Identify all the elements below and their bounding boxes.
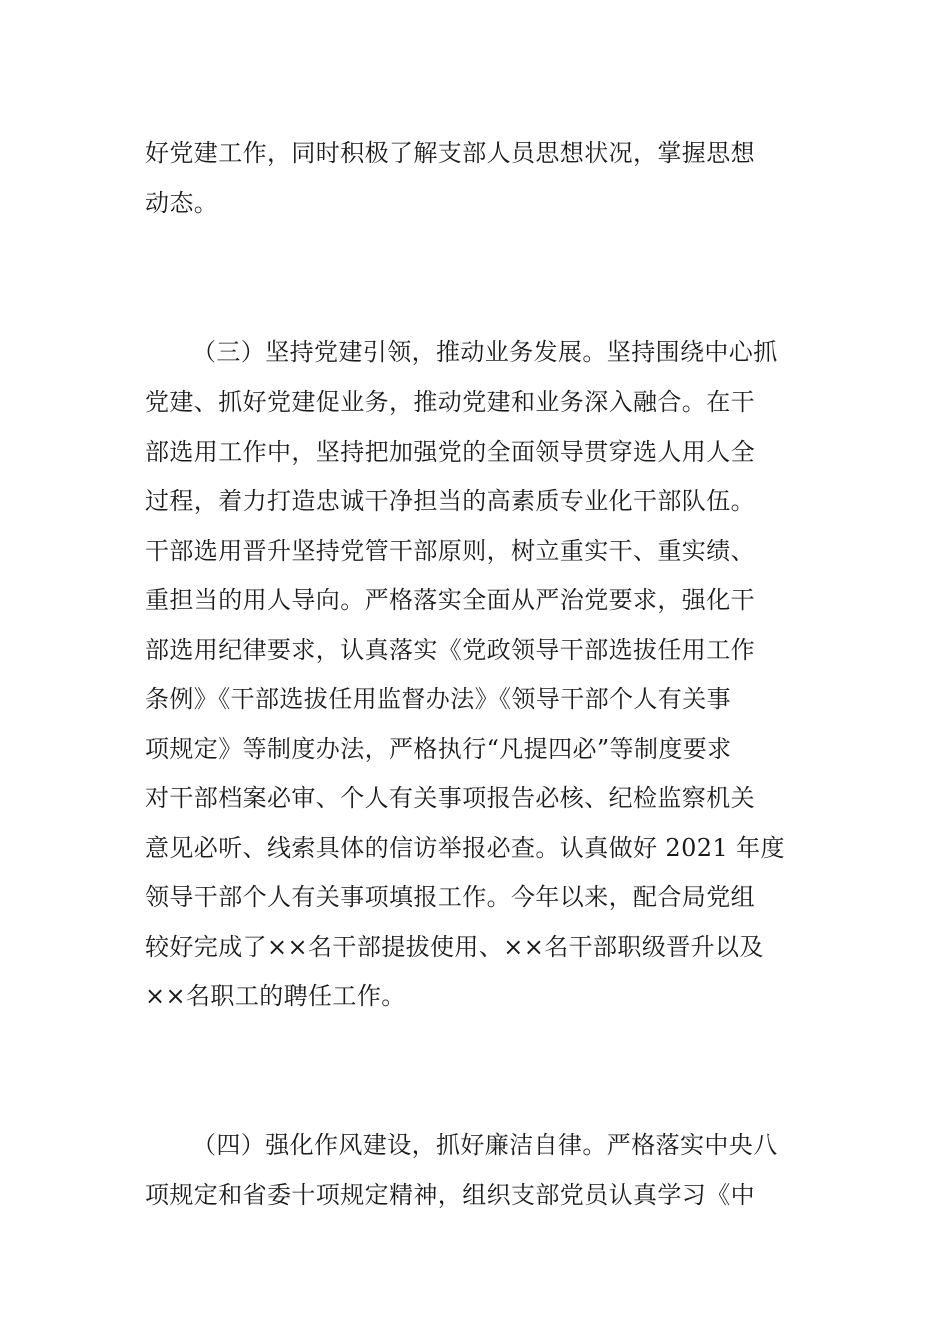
paragraph-line: 过程，着力打造忠诚干净担当的高素质专业化干部队伍。 bbox=[145, 487, 755, 515]
paragraph-line: 重担当的用人导向。严格落实全面从严治党要求，强化干 bbox=[145, 586, 755, 614]
paragraph-line: 对干部档案必审、个人有关事项报告必核、纪检监察机关 bbox=[145, 784, 755, 812]
paragraph-line: 意见必听、线索具体的信访举报必查。认真做好 2021 年度 bbox=[145, 834, 785, 862]
paragraph-line: 干部选用晋升坚持党管干部原则，树立重实干、重实绩、 bbox=[145, 537, 755, 565]
section-heading-line: （三）坚持党建引领，推动业务发展。坚持围绕中心抓 bbox=[192, 338, 778, 366]
paragraph-line: 项规定》等制度办法，严格执行“凡提四必”等制度要求 bbox=[145, 735, 732, 763]
paragraph-line: 党建、抓好党建促业务，推动党建和业务深入融合。在干 bbox=[145, 388, 755, 416]
paragraph-line: 部选用工作中，坚持把加强党的全面领导贯穿选人用人全 bbox=[145, 438, 755, 466]
paragraph-line: 较好完成了××名干部提拔使用、××名干部职级晋升以及 bbox=[145, 933, 764, 961]
paragraph-line: 动态。 bbox=[145, 189, 219, 217]
paragraph-line: ××名职工的聘任工作。 bbox=[145, 982, 406, 1010]
paragraph-line: 部选用纪律要求，认真落实《党政领导干部选拔任用工作 bbox=[145, 636, 755, 664]
paragraph-line: 项规定和省委十项规定精神，组织支部党员认真学习《中 bbox=[145, 1181, 755, 1209]
paragraph-line: 好党建工作，同时积极了解支部人员思想状况，掌握思想 bbox=[145, 139, 755, 167]
section-heading-line: （四）强化作风建设，抓好廉洁自律。严格落实中央八 bbox=[192, 1131, 778, 1159]
paragraph-line: 领导干部个人有关事项填报工作。今年以来，配合局党组 bbox=[145, 883, 755, 911]
paragraph-line: 条例》《干部选拔任用监督办法》《领导干部个人有关事 bbox=[145, 685, 731, 713]
